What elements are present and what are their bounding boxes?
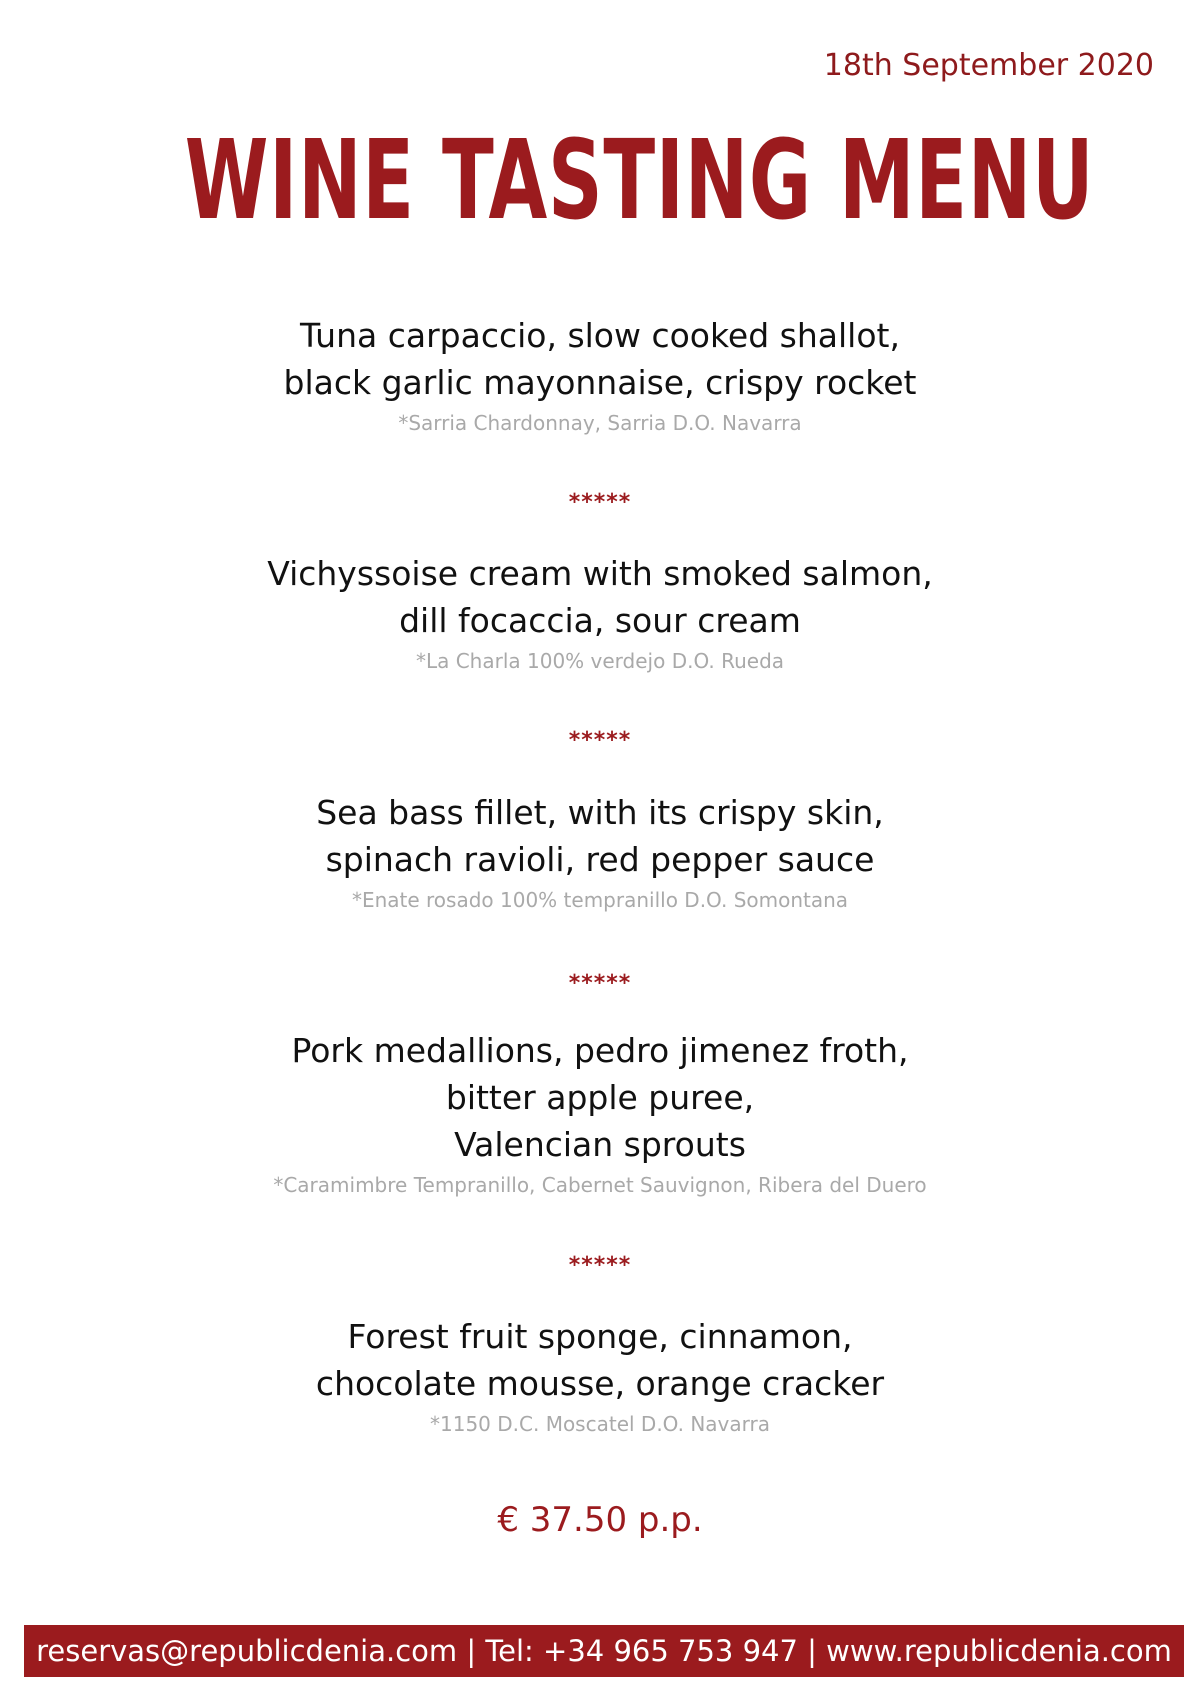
menu-title: WINE TASTING MENU [184,116,1095,244]
dish-line: Pork medallions, pedro jimenez froth, [291,1031,909,1070]
wine-pairing: *1150 D.C. Moscatel D.O. Navarra [430,1412,770,1436]
course-separator: ***** [568,1253,632,1278]
course-separator: ***** [568,971,632,996]
dish-line: bitter apple puree, [445,1078,755,1117]
dish-line: Vichyssoise cream with smoked salmon, [267,554,933,593]
dish-line: dill focaccia, sour cream [399,601,801,640]
dish-line: Tuna carpaccio, slow cooked shallot, [300,316,900,355]
course-1 [0,312,1200,438]
menu-date: 18th September 2020 [823,48,1154,83]
wine-pairing: *Sarria Chardonnay, Sarria D.O. Navarra [398,411,802,435]
dish-line: spinach ravioli, red pepper sauce [325,840,875,879]
wine-pairing: *Enate rosado 100% tempranillo D.O. Somontana [351,888,849,912]
course-2 [0,550,1200,676]
contact-footer: reservas@republicdenia.com | Tel: +34 965 753 947 | www.republicdenia.com [24,1625,1184,1677]
dish-line: Sea bass fillet, with its crispy skin, [316,793,884,832]
course-separator: ***** [568,728,632,753]
wine-pairing: *Caramimbre Tempranillo, Cabernet Sauvignon, Ribera del Duero [273,1173,927,1197]
wine-pairing: *La Charla 100% verdejo D.O. Rueda [415,649,785,673]
dish-line: chocolate mousse, orange cracker [315,1364,885,1403]
dish-line: Forest fruit sponge, cinnamon, [347,1317,853,1356]
course-4 [0,1027,1200,1200]
dish-line: black garlic mayonnaise, crispy rocket [283,363,917,402]
course-5 [0,1313,1200,1439]
dish-line: Valencian sprouts [454,1125,746,1164]
course-separator: ***** [568,490,632,515]
course-3 [0,789,1200,915]
menu-price: € 37.50 p.p. [497,1500,703,1540]
